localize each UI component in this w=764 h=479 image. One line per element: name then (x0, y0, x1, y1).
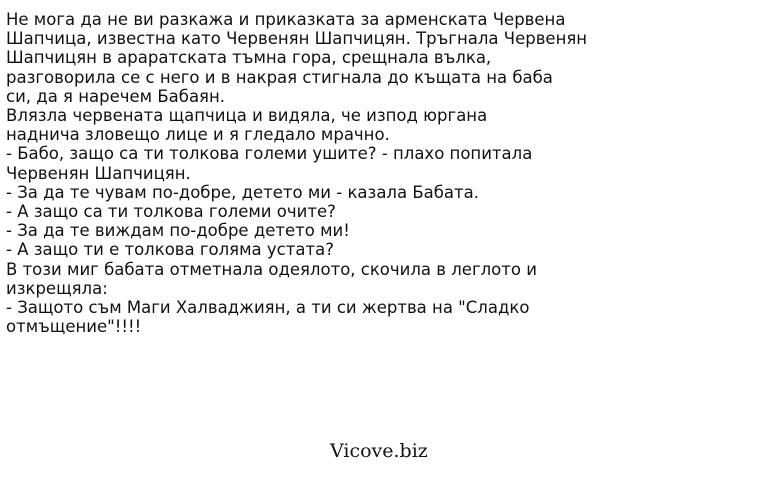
joke-line: си, да я наречем Бабаян. (6, 86, 226, 106)
joke-line: - Защото съм Маги Халваджиян, а ти си жертва на "Сладко (6, 298, 530, 318)
joke-line: - Бабо, защо са ти толкова големи ушите? - плахо попитала (6, 144, 533, 164)
joke-line: В този миг бабата отметнала одеялото, скочила в леглото и (6, 259, 537, 279)
joke-line: - За да те чувам по-добре, детето ми - казала Бабата. (6, 182, 480, 202)
joke-line: Шапчица, известна като Червенян Шапчицян. Тръгнала Червенян (6, 29, 588, 49)
joke-line: Шапчицян в араратската тъмна гора, срещнала вълка, (6, 48, 492, 68)
joke-line: Червенян Шапчицян. (6, 163, 191, 183)
joke-line: разговорила се с него и в накрая стигнала до къщата на баба (6, 67, 553, 87)
joke-line: Не мога да не ви разкажа и приказката за арменската Червена (6, 10, 566, 29)
joke-line: - А защо ти е толкова голяма устата? (6, 240, 334, 260)
joke-line: - За да те виждам по-добре детето ми! (6, 221, 350, 241)
joke-line: изкрещяла: (6, 278, 108, 298)
joke-text (6, 10, 746, 336)
joke-line: надничa зловещо лице и я гледало мрачно. (6, 125, 390, 145)
joke-line: - А защо са ти толкова големи очите? (6, 202, 336, 222)
joke-line: Влязла червената щапчица и видяла, че изпод юргана (6, 106, 488, 126)
joke-line: отмъщение"!!!! (6, 317, 142, 337)
site-watermark: Vicove.biz (330, 440, 428, 462)
